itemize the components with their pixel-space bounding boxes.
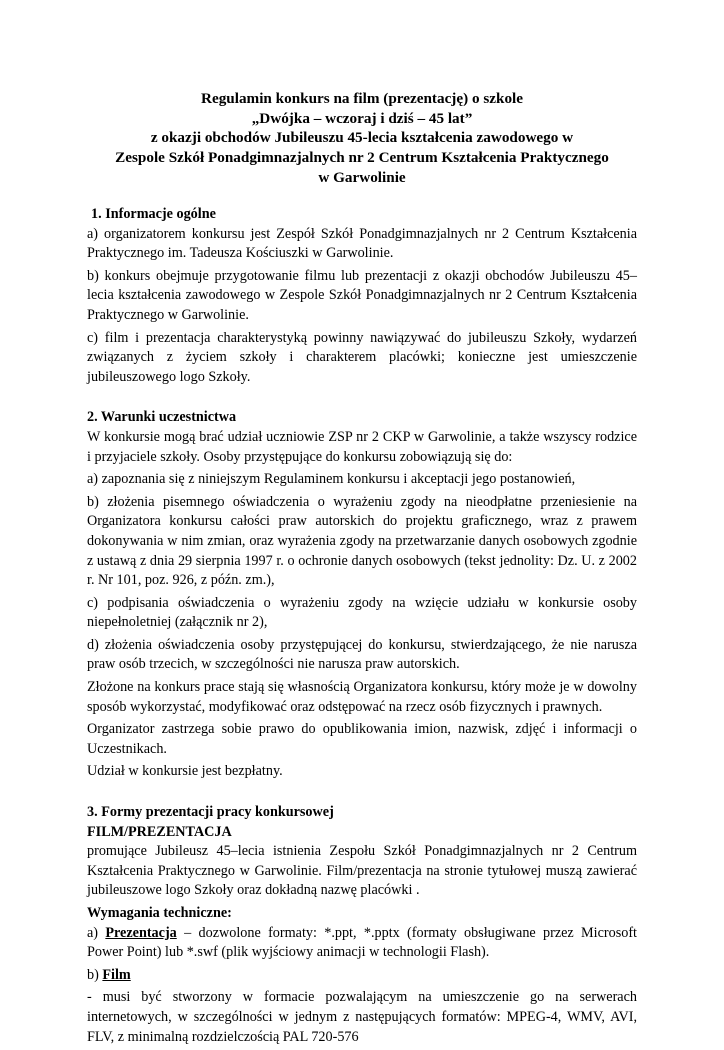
section-2-item-d: d) złożenia oświadczenia osoby przystępującej do konkursu, stwierdzającego, że nie narusza praw osób trzecich, w szczególności nie narusza praw autorskich.: [87, 636, 637, 673]
document-title: [80, 89, 644, 188]
title-line-5: w Garwolinie: [318, 168, 406, 186]
section-2-intro: W konkursie mogą brać udział uczniowie ZSP nr 2 CKP w Garwolinie, a także wszyscy rodzice i przyjaciele szkoły. Osoby przystępujące do konkursu zobowiązują się do:: [87, 428, 637, 465]
section-2-item-b: b) złożenia pisemnego oświadczenia o wyrażeniu zgody na nieodpłatne przeniesienie na Organizatora konkursu całości praw autorskich do projektu graficznego, wraz z prawem dokonywania w nim zmian, oraz wyrażenia zgody na przetwarzanie danych osobowych zgodnie z ustawą z dnia 29 sierpnia 1997 r. o ochronie danych osobowych (tekst jednolity: Dz. U. z 2002 r. Nr 101, poz. 926, z późn. zm.),: [87, 493, 637, 589]
requirement-film-label-line: [87, 966, 637, 986]
title-line-3: z okazji obchodów Jubileuszu 45-lecia kształcenia zawodowego w: [150, 129, 574, 147]
requirement-presentation: [87, 924, 637, 963]
title-line-1: Regulamin konkurs na film (prezentację) o szkole: [200, 90, 523, 107]
presentation-label: Prezentacja: [105, 924, 177, 941]
document-body: [87, 205, 637, 1050]
section-2-paragraph-1: Złożone na konkurs prace stają się własnością Organizatora konkursu, który może je w dowolny sposób wykorzystać, modyfikować oraz odstępować na rzecz osób fizycznych i prawnych.: [87, 679, 637, 715]
film-requirements-text: - musi być stworzony w formacie pozwalającym na umieszczenie go na serwerach internetowych, w szczególności w jednym z następujących formatów: MPEG-4, WMV, AVI, FLV, z minimalną rozdzielczością PAL 720-576: [87, 989, 637, 1045]
requirement-a-prefix: a): [87, 924, 106, 941]
section-2-paragraph-3: Udział w konkursie jest bezpłatny.: [87, 763, 283, 780]
title-line-2: „Dwójka – wczoraj i dziś – 45 lat”: [251, 109, 473, 127]
section-3-subheading: FILM/PREZENTACJA: [87, 823, 232, 840]
technical-requirements-heading: Wymagania techniczne:: [87, 905, 232, 921]
section-1-item-b: b) konkurs obejmuje przygotowanie filmu lub prezentacji z okazji obchodów Jubileuszu 45–lecia kształcenia zawodowego w Zespole Szkół Ponadgimnazjalnych nr 2 Centrum Kształcenia Praktycznego w Garwolinie.: [87, 267, 637, 323]
section-2-paragraph-2: Organizator zastrzega sobie prawo do opublikowania imion, nazwisk, zdjęć i informacji o Uczestnikach.: [87, 721, 637, 757]
section-2-item-a: a) zapoznania się z niniejszym Regulaminem konkursu i akceptacji jego postanowień,: [87, 471, 576, 488]
section-3-heading: 3. Formy prezentacji pracy konkursowej: [87, 804, 334, 821]
section-1-item-a: a) organizatorem konkursu jest Zespół Szkół Ponadgimnazjalnych nr 2 Centrum Kształcenia Praktycznego im. Tadeusza Kościuszki w Garwolinie.: [87, 225, 637, 262]
section-1-heading: 1. Informacje ogólne: [91, 206, 216, 222]
section-2-heading: 2. Warunki uczestnictwa: [87, 409, 237, 426]
presentation-text: – dozwolone formaty: *.ppt, *.pptx (formaty obsługiwane przez Microsoft Power Point) lub *.swf (plik wyjściowy animacji w technologii Flash).: [87, 924, 637, 961]
section-2-item-c: c) podpisania oświadczenia o wyrażeniu zgody na wzięcie udziału w konkursie osoby niepełnoletniej (załącznik nr 2),: [87, 594, 637, 631]
section-3-paragraph-1: promujące Jubileusz 45–lecia istnienia Zespołu Szkół Ponadgimnazjalnych nr 2 Centrum Kształcenia Praktycznego w Garwolinie. Film/prezentacja na stronie tytułowej muszą zawierać jubileuszowe logo Szkoły oraz dokładną nazwę placówki .: [87, 843, 637, 899]
spacer: [87, 390, 637, 408]
requirement-b-prefix: b): [87, 966, 103, 983]
title-line-4: Zespole Szkół Ponadgimnazjalnych nr 2 Centrum Kształcenia Praktycznego: [115, 149, 609, 167]
film-label: Film: [102, 966, 131, 983]
section-1-item-c: c) film i prezentacja charakterystyką powinny nawiązywać do jubileuszu Szkoły, wydarzeń związanych z życiem szkoły i charakterem placówki; konieczne jest umieszczenie jubileuszowego logo Szkoły.: [87, 329, 637, 385]
spacer: [87, 785, 637, 803]
